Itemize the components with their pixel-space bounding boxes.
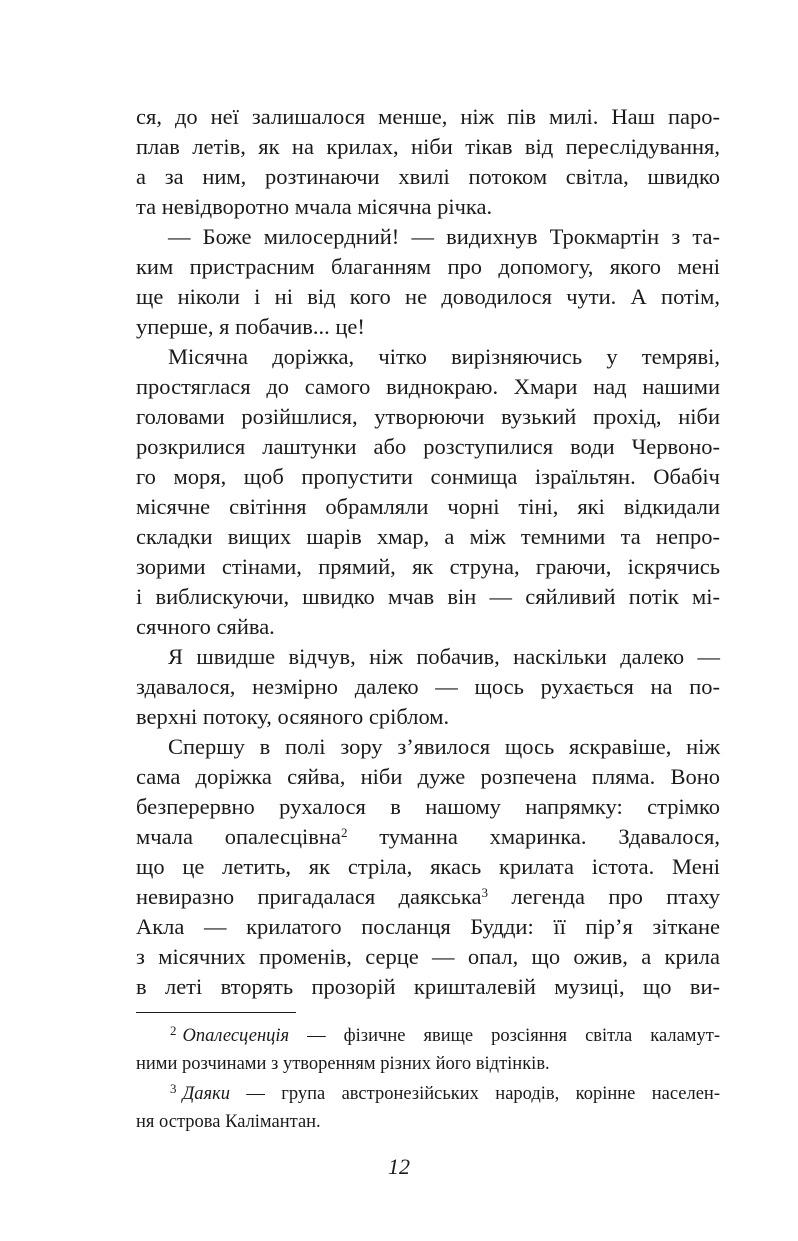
footnote-text: — фізичне явище розсіяння світла каламут-: [289, 1026, 720, 1046]
text-line: з місячних променів, серце — опал, що ожив, а крила: [136, 944, 720, 969]
text-line: сама доріжка сяйва, ніби дуже розпечена пляма. Воно: [136, 764, 720, 789]
text-segment: мчала опалесцівна: [136, 824, 341, 849]
text-line: Я швидше відчув, ніж побачив, наскільки далеко —: [168, 644, 720, 669]
text-line: ким пристрасним благанням про допомогу, якого мені: [136, 254, 720, 279]
text-line: що це летить, як стріла, якась крилата істота. Мені: [136, 854, 720, 879]
text-segment: туманна хмаринка. Здавалося,: [347, 824, 720, 849]
text-line: ще ніколи і ні від кого не доводилося чути. А потім,: [136, 284, 720, 309]
text-line: а за ним, розтинаючи хвилі потоком світла, швидко: [136, 164, 720, 189]
text-line: зорими стінами, прямий, як струна, граючи, іскрячись: [136, 554, 720, 579]
text-line: Акла — крилатого посланця Будди: її пір’я зіткане: [136, 914, 720, 939]
footnote-divider: [136, 1012, 296, 1013]
text-line: розкрилися лаштунки або розступилися води Червоно-: [136, 434, 720, 459]
text-line: безперервно рухалося в нашому напрямку: стрімко: [136, 794, 720, 819]
footnote: [136, 1022, 720, 1050]
footnote-text: ними розчинами з утворенням різних його відтінків.: [136, 1054, 550, 1074]
text-line: сячного сяйва.: [136, 614, 275, 639]
text-segment: невиразно пригадалася даякська: [136, 884, 482, 909]
footnote-mark: 2: [170, 1023, 177, 1039]
text-line: і виблискуючи, швидко мчав він — сяйливий потік мі-: [136, 584, 720, 609]
footnote-term: Опалесценція: [182, 1026, 290, 1046]
text-line: місячне світіння обрамляли чорні тіні, які відкидали: [136, 494, 720, 519]
text-line: Спершу в полі зору з’явилося щось яскравіше, ніж: [168, 734, 720, 759]
footnote: [136, 1080, 720, 1108]
text-line: — Боже милосердний! — видихнув Трокмартін з та-: [168, 224, 720, 249]
footnote-ref[interactable]: 2: [340, 824, 348, 840]
text-line: здавалося, незмірно далеко — щось рухається на по-: [136, 674, 720, 699]
text-line: головами розійшлися, утворюючи вузький прохід, ніби: [136, 404, 720, 429]
footnote-term: Даяки: [182, 1084, 230, 1104]
text-line: в леті вторять прозорій кришталевій музиці, що ви-: [136, 974, 720, 999]
text-line: Місячна доріжка, чітко вирізняючись у темряві,: [168, 344, 720, 369]
text-line: та невідворотно мчала місячна річка.: [136, 194, 493, 219]
text-line: верхні потоку, осяяного сріблом.: [136, 704, 450, 729]
footnote-text: — група австронезійських народів, корінне населен-: [230, 1084, 720, 1104]
text-line: ся, до неї залишалося менше, ніж пів милі. Наш паро-: [136, 104, 720, 129]
footnote-ref[interactable]: 3: [481, 884, 489, 900]
page-number: 12: [388, 1154, 410, 1179]
footnote-mark: 3: [170, 1081, 177, 1097]
text-segment: легенда про птаху: [488, 884, 720, 909]
text-line: уперше, я побачив... це!: [136, 314, 365, 339]
text-line: простяглася до самого виднокраю. Хмари над нашими: [136, 374, 720, 399]
text-line: [136, 822, 720, 852]
text-line: го моря, щоб пропустити сонмища ізраїльтян. Обабіч: [136, 464, 720, 489]
footnote-text: ня острова Калімантан.: [136, 1112, 321, 1132]
text-line: складки вищих шарів хмар, а між темними та непро-: [136, 524, 720, 549]
text-line: [136, 882, 720, 912]
text-line: плав летів, як на крилах, ніби тікав від переслідування,: [136, 134, 720, 159]
